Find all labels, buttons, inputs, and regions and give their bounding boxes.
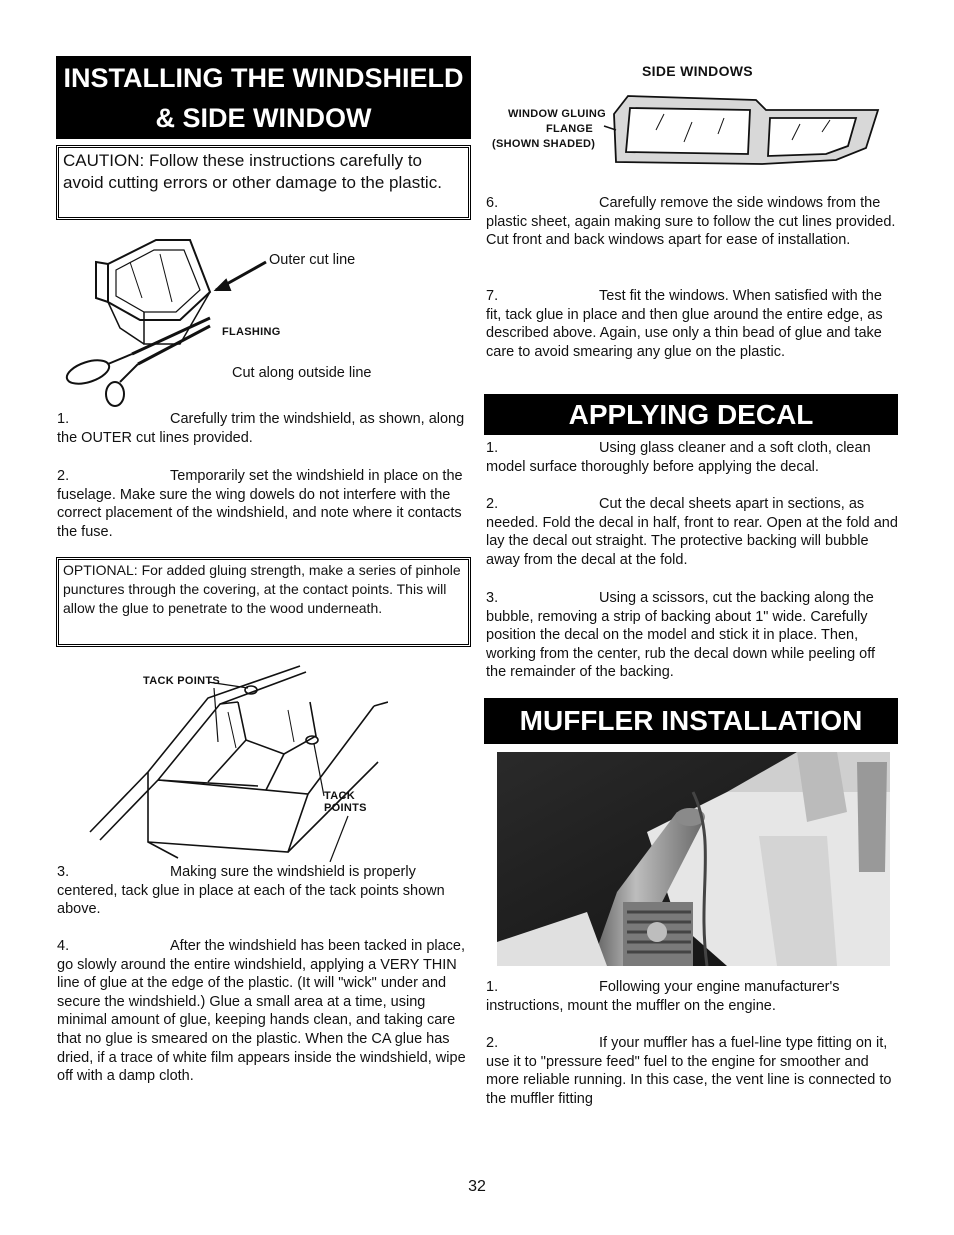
step-text: Using glass cleaner and a soft cloth, clean model surface thoroughly before applying the decal. [486, 440, 871, 475]
step-1-trim [57, 410, 469, 447]
step-number: 7. [486, 288, 499, 304]
windshield-trim-drawing [60, 232, 470, 410]
flange-label-2: FLANGE [546, 123, 594, 135]
muffler-photo [497, 752, 890, 966]
step-number: 4. [57, 938, 70, 954]
step-6-remove-windows [486, 194, 898, 250]
step-text: If your muffler has a fuel-line type fitting on it, use it to "pressure feed" fuel to the engine for smoother and more reliable running. In this case, the vent line is connected to the muffler fitting [486, 1035, 892, 1107]
decal-step-1 [486, 439, 898, 476]
page-number: 32 [468, 1178, 486, 1195]
step-text: Using a scissors, cut the backing along the bubble, removing a strip of backing about 1" wide. Carefully position the decal on the model and stick it in place. Then, working from the center, rub the decal down while peeling off the remainder of the backing. [486, 590, 876, 681]
step-text: Test fit the windows. When satisfied with the fit, tack glue in place and then glue around the entire edge, as described above. Again, use only a thin bead of glue and take care to avoid smearing any glue on the plastic. [486, 288, 883, 360]
decal-step-2 [486, 495, 898, 569]
windshield-trim-figure [60, 232, 470, 410]
step-number: 1. [486, 979, 499, 995]
step-number: 1. [486, 440, 499, 456]
step-text: Carefully remove the side windows from the plastic sheet, again making sure to follow the cut lines provided. Cut front and back windows apart for ease of installation. [486, 195, 896, 249]
tack-points-figure [88, 662, 388, 862]
step-number: 1. [57, 411, 70, 427]
step-text: Carefully trim the windshield, as shown, along the OUTER cut lines provided. [57, 411, 465, 446]
step-number: 2. [486, 1035, 499, 1051]
step-4-glue [57, 937, 469, 1086]
flange-label-1: WINDOW GLUING [508, 108, 606, 120]
section-title-windshield [56, 56, 471, 139]
optional-note-box: OPTIONAL: For added gluing strength, make a series of pinhole punctures through the covering, at the contact points. This will allow the glue to penetrate to the wood underneath. [56, 557, 471, 647]
muffler-step-1 [486, 978, 898, 1015]
step-3-tack [57, 863, 469, 919]
step-text: After the windshield has been tacked in place, go slowly around the entire windshield, applying a VERY THIN line of glue at the edge of the plastic. (It will "wick" under and secure the windshield.) Glue a small area at a time, using minimal amount of glue, keeping hands clean, and taking care that no glue is smeared on the plastic. When the CA glue has dried, if a trace of white film appears inside the windshield, wipe off with a damp cloth. [57, 938, 466, 1085]
step-text: Cut the decal sheets apart in sections, as needed. Fold the decal in half, front to rear. Open at the fold and lay the decal out straight. The protective backing will bubble away from the decal at the fold. [486, 496, 898, 568]
flashing-label: FLASHING [222, 326, 281, 338]
side-windows-figure [486, 60, 898, 190]
step-number: 2. [486, 496, 499, 512]
tack-points-label-bottom: TACK POINTS [324, 790, 367, 814]
step-2-fit [57, 467, 469, 541]
step-number: 3. [486, 590, 499, 606]
step-text: Making sure the windshield is properly centered, tack glue in place at each of the tack points shown above. [57, 864, 445, 918]
title-line-1: INSTALLING THE WINDSHIELD [63, 63, 464, 93]
cut-outside-label: Cut along outside line [232, 365, 372, 381]
step-text: Temporarily set the windshield in place on the fuselage. Make sure the wing dowels do not interfere with the correct placement of the windshield, and note where it contacts the fuse. [57, 468, 463, 540]
tack-points-label-top: TACK POINTS [143, 675, 221, 687]
muffler-step-2 [486, 1034, 898, 1108]
section-title-muffler: MUFFLER INSTALLATION [484, 698, 898, 744]
section-title-decal: APPLYING DECAL [484, 394, 898, 435]
muffler-photo-drawing [497, 752, 890, 966]
tack-points-drawing [88, 662, 388, 862]
step-number: 6. [486, 195, 499, 211]
flange-label-3: (SHOWN SHADED) [492, 138, 596, 150]
title-line-2: & SIDE WINDOW [155, 103, 372, 133]
outer-cut-line-label: Outer cut line [269, 252, 356, 268]
step-number: 3. [57, 864, 70, 880]
caution-box: CAUTION: Follow these instructions carefully to avoid cutting errors or other damage to the plastic. [56, 145, 471, 220]
decal-step-3 [486, 589, 898, 682]
step-number: 2. [57, 468, 70, 484]
step-7-fit-windows [486, 287, 898, 361]
step-text: Following your engine manufacturer's instructions, mount the muffler on the engine. [486, 979, 840, 1014]
side-windows-title: SIDE WINDOWS [642, 63, 753, 79]
